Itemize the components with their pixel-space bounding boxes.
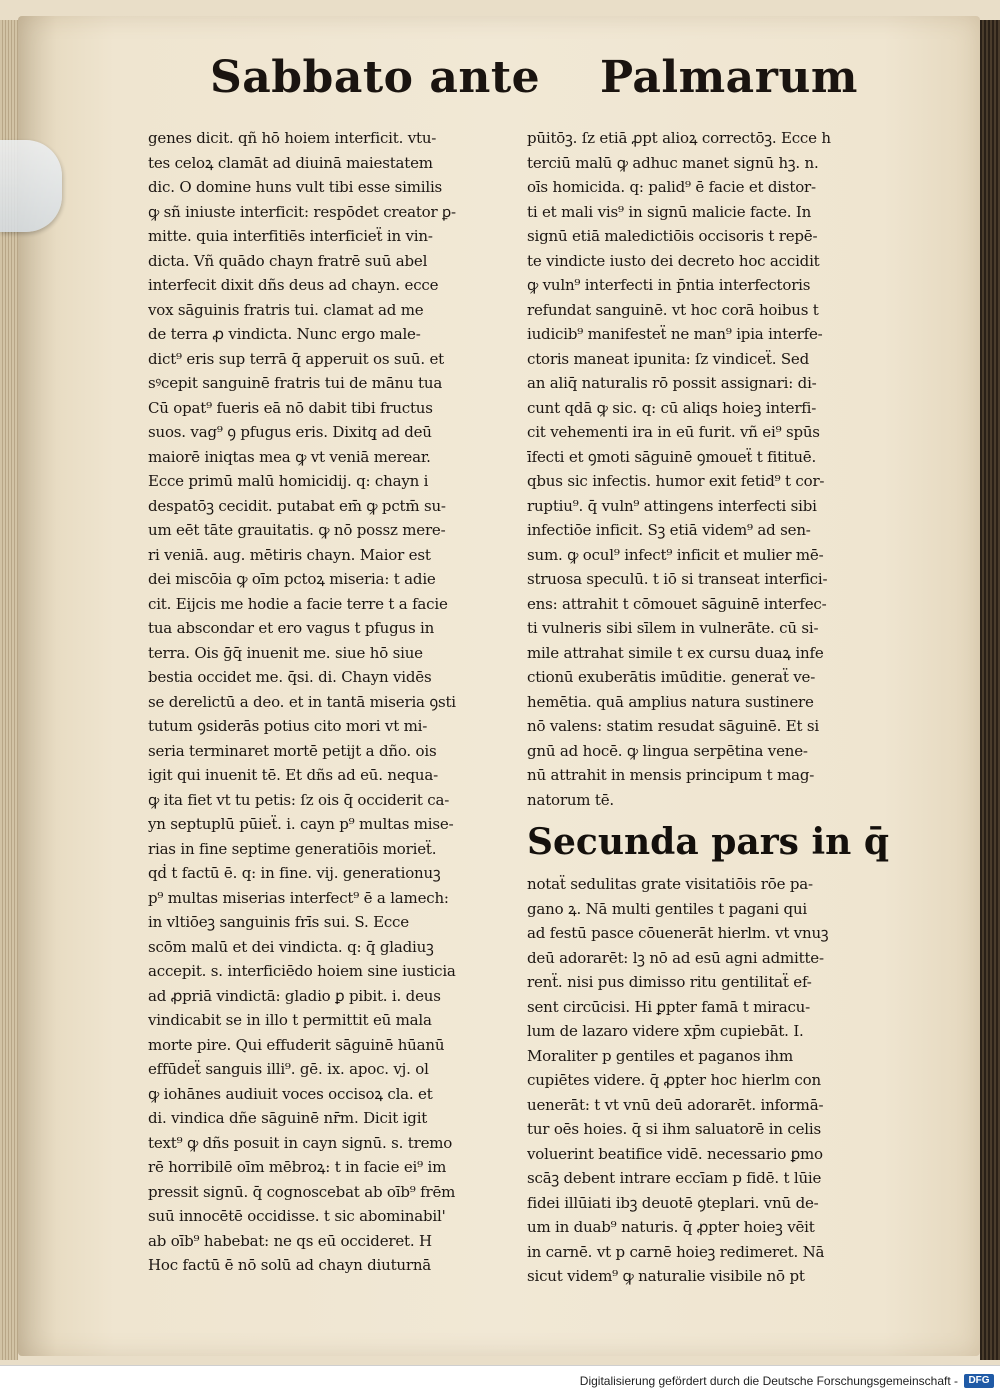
text-line: yn septuplū pūieẗ. i. cayn p⁹ multas mise- — [148, 815, 454, 833]
text-line: an aliq̄ naturalis rō possit assignari: di- — [527, 374, 817, 392]
text-line: cit. Eijcis me hodie a facie terre t a facie — [148, 594, 448, 613]
running-head-left: Sabbato ante — [210, 52, 541, 103]
text-block-right-top — [527, 126, 872, 812]
text-line: mile attrahat simile t ex cursu duaꝝ infe — [527, 643, 824, 662]
text-line: rias in fine septime generatiōis morieẗ. — [148, 839, 437, 858]
text-line: pressit signū. q̄ cognoscebat ab oīb⁹ frēm — [148, 1182, 456, 1201]
text-line: īfecti et ꝯmoti sāguinē ꝯmoueẗ t fitituē. — [527, 447, 817, 466]
text-line: accepit. s. interficiēdo hoiem sine iusticia — [148, 962, 456, 980]
text-line: refundat sanguinē. vt hoc corā hoibus t — [527, 300, 819, 319]
text-line: Hoc factū ē nō solū ad chayn diuturnā — [148, 1256, 432, 1274]
text-line: cit vehementi ira in eū furit. vñ ei⁹ spūs — [527, 423, 820, 441]
text-line: ad ꝓpriā vindictā: gladio ꝑ pibit. i. deus — [148, 986, 441, 1005]
text-line: nō valens: statim resudat sāguinē. Et si — [527, 717, 819, 735]
text-line: nū attrahit in mensis principum t mag- — [527, 766, 815, 784]
footer-bar — [0, 1365, 1000, 1396]
text-line: ꝙ sñ iniuste interficit: respōdet creator ꝑ- — [148, 202, 456, 221]
footer-credit: Digitalisierung gefördert durch die Deutsche Forschungsgemeinschaft - — [579, 1374, 958, 1388]
text-line: scōm malū et dei vindicta. q: q̄ gladiuꝫ — [148, 937, 434, 956]
text-line: ri veniā. aug. mētiris chayn. Maior est — [148, 545, 431, 564]
text-line: mitte. quia interfitiēs interficieẗ in vin- — [148, 227, 433, 245]
text-line: ctionū exuberātis imūditie. generaẗ ve- — [527, 668, 816, 686]
text-line: ti vulneris sibi sīlem in vulnerāte. cū si- — [527, 619, 819, 637]
page-stack-right-edge — [980, 20, 1000, 1360]
text-line: signū etiā maledictiōis occisoris t repē- — [527, 227, 818, 245]
text-line: vox sāguinis fratris tui. clamat ad me — [148, 300, 424, 319]
text-line: genes dicit. qñ hō hoiem interficit. vtu- — [148, 129, 437, 147]
text-line: in vltiōeꝫ sanguinis frīs sui. S. Ecce — [148, 913, 409, 931]
text-line: igit qui inuenit tē. Et dñs ad eū. nequa- — [148, 766, 438, 784]
text-line: qbus sic infectis. humor exit fetid⁹ t cor- — [527, 472, 825, 490]
text-line: um eēt tāte grauitatis. ꝙ nō possz mere- — [148, 521, 446, 539]
text-line: ꝙ ita fiet vt tu petis: ſz ois q̄ occiderit ca- — [148, 790, 450, 809]
text-line: cupiētes videre. q̄ ꝓpter hoc hierlm con — [527, 1071, 821, 1089]
text-line: ctoris maneat ipunita: ſz vindiceẗ. Sed — [527, 349, 809, 368]
text-line: terciū malū ꝙ adhuc manet signū hꝫ. n. — [527, 153, 819, 172]
text-line: dei miscōia ꝙ oīm pctoꝝ miseria: t adie — [148, 570, 436, 588]
text-line: oīs homicida. q: palid⁹ ē facie et distor- — [527, 178, 816, 196]
text-column-left — [148, 126, 493, 1278]
dfg-logo-icon: DFG — [964, 1374, 994, 1388]
text-line: tur oēs hoies. q̄ si ihm saluatorē in celis — [527, 1120, 821, 1138]
text-line: uenerāt: t vt vnū deū adorarēt. informā- — [527, 1095, 824, 1114]
text-line: rē horribilē oīm mēbroꝝ: t in facie ei⁹ im — [148, 1158, 447, 1176]
text-line: interfecit dixit dñs deus ad chayn. ecce — [148, 276, 439, 294]
text-line: ruptiu⁹. q̄ vuln⁹ attingens interfecti sibi — [527, 496, 817, 515]
text-line: infectiōe inficit. Sꝫ etiā videm⁹ ad sen- — [527, 521, 811, 539]
text-line: gano ꝝ. Nā multi gentiles t pagani qui — [527, 899, 807, 918]
text-line: struosa speculū. t iō si transeat interfici- — [527, 570, 828, 588]
text-line: gnū ad hocē. ꝙ lingua serpētina vene- — [527, 741, 808, 760]
bookmark-strip — [0, 140, 62, 232]
text-line: sent circūcisi. Hi ꝑpter famā t miracu- — [527, 997, 810, 1016]
running-head-right: Palmarum — [600, 52, 858, 103]
text-column-right — [527, 126, 890, 1289]
text-line: seria terminaret mortē petijt a dño. ois — [148, 741, 437, 760]
text-line: vindicabit se in illo t permittit eū mala — [148, 1011, 432, 1029]
text-line: suū innocētē occidisse. t sic abominabil' — [148, 1207, 446, 1225]
text-line: ab oīb⁹ habebat: ne qs eū occideret. H — [148, 1231, 432, 1250]
text-line: um in duab⁹ naturis. q̄ ꝓpter hoieꝫ vēit — [527, 1218, 815, 1236]
text-line: cunt qdā ꝙ sic. q: cū aliqs hoieꝫ interfi- — [527, 398, 817, 417]
text-line: dict⁹ eris sup terrā q̄ apperuit os suū. et — [148, 349, 444, 368]
text-line: maiorē iniqtas mea ꝙ vt veniā merear. — [148, 447, 431, 466]
text-line: in carnē. vt p carnē hoieꝫ redimeret. Nā — [527, 1242, 825, 1261]
text-line: sicut videm⁹ ꝙ naturalie visibile nō pt — [527, 1267, 805, 1285]
text-line: ꝙ iohānes audiuit voces occisoꝝ cla. et — [148, 1084, 433, 1103]
text-line: morte pire. Qui effuderit sāguinē hūanū — [148, 1035, 445, 1054]
text-line: fidei illūiati ibꝫ deuotē ꝯteplari. vnū de- — [527, 1193, 819, 1212]
text-line: sum. ꝙ ocul⁹ infect⁹ inficit et mulier mē- — [527, 545, 824, 564]
text-line: pūitōꝫ. ſz etiā ꝓpt alioꝝ correctōꝫ. Ecce h — [527, 129, 831, 147]
text-line: natorum tē. — [527, 790, 614, 809]
text-line: p⁹ multas miserias interfect⁹ ē a lamech: — [148, 888, 449, 907]
text-line: se derelictū a deo. et in tantā miseria ꝯsti — [148, 692, 456, 711]
text-line: ad festū pasce cōuenerāt hierlm. vt vnuꝫ — [527, 924, 829, 942]
text-line: effūdeẗ sanguis illi⁹. gē. ix. apoc. vj. ol — [148, 1060, 429, 1078]
text-line: notaẗ sedulitas grate visitatiōis rōe pa- — [527, 875, 813, 893]
text-line: Cū opat⁹ fueris eā nō dabit tibi fructus — [148, 398, 433, 417]
text-line: ti et mali vis⁹ in signū malicie facte. In — [527, 202, 812, 221]
text-line: terra. Ois ḡq̄ inuenit me. siue hō siue — [148, 643, 423, 662]
text-line: te vindicte iusto dei decreto hoc accidit — [527, 251, 820, 270]
text-line: text⁹ ꝙ dñs posuit in cayn signū. s. tremo — [148, 1133, 453, 1152]
text-line: voluerint beatifice vidē. necessario ꝑmo — [527, 1144, 823, 1163]
text-line: bestia occidet me. q̄si. di. Chayn vidēs — [148, 668, 432, 686]
text-line: dicta. Vñ quādo chayn fratrē suū abel — [148, 251, 428, 270]
text-line: despatōꝫ cecidit. putabat em̄ ꝙ pctm̄ su- — [148, 496, 446, 515]
text-line: Moraliter p gentiles et paganos ihm — [527, 1046, 794, 1065]
text-line: scāꝫ debent intrare eccīam p fidē. t lūie — [527, 1169, 822, 1187]
text-line: lum de lazaro videre xp̄m cupiebāt. I. — [527, 1022, 804, 1040]
text-line: de terra ꝓ vindicta. Nunc ergo male- — [148, 325, 421, 343]
text-line: ꝙ vuln⁹ interfecti in p̄ntia interfectoris — [527, 276, 811, 294]
text-line: tua abscondar et ero vagus t pfugus in — [148, 619, 435, 637]
text-line: renẗ. nisi pus dimisso ritu gentilitaẗ ef- — [527, 973, 812, 991]
text-line: di. vindica dñe sāguinē nr̄m. Dicit igit — [148, 1109, 428, 1127]
text-line: tes celoꝝ clamāt ad diuinā maiestatem — [148, 153, 433, 172]
text-line: iudicib⁹ manifesteẗ ne man⁹ ipia interfe- — [527, 325, 823, 343]
text-line: qḋ t factū ē. q: in fine. vij. generationuꝫ — [148, 864, 441, 882]
text-block-right-bottom — [527, 872, 872, 1289]
text-line: Ecce primū malū homicidij. q: chayn i — [148, 472, 429, 490]
text-line: suos. vag⁹ ꝯ pfugus eris. Dixitq̧ ad deū — [148, 423, 432, 441]
text-line: dic. O domine huns vult tibi esse similis — [148, 178, 443, 196]
section-heading: Secunda pars in q̄ — [527, 821, 890, 863]
text-line: ens: attrahit t cōmouet sāguinē interfec- — [527, 594, 827, 613]
text-line: tutum ꝯsiderās potius cito mori vt mi- — [148, 717, 428, 735]
text-line: deū adorarēt: lꝫ nō ad esū agni admitte- — [527, 948, 824, 967]
text-line: hemētia. quā amplius natura sustinere — [527, 692, 814, 711]
text-line: sꝰcepit sanguinē fratris tui de mānu tua — [148, 374, 443, 392]
